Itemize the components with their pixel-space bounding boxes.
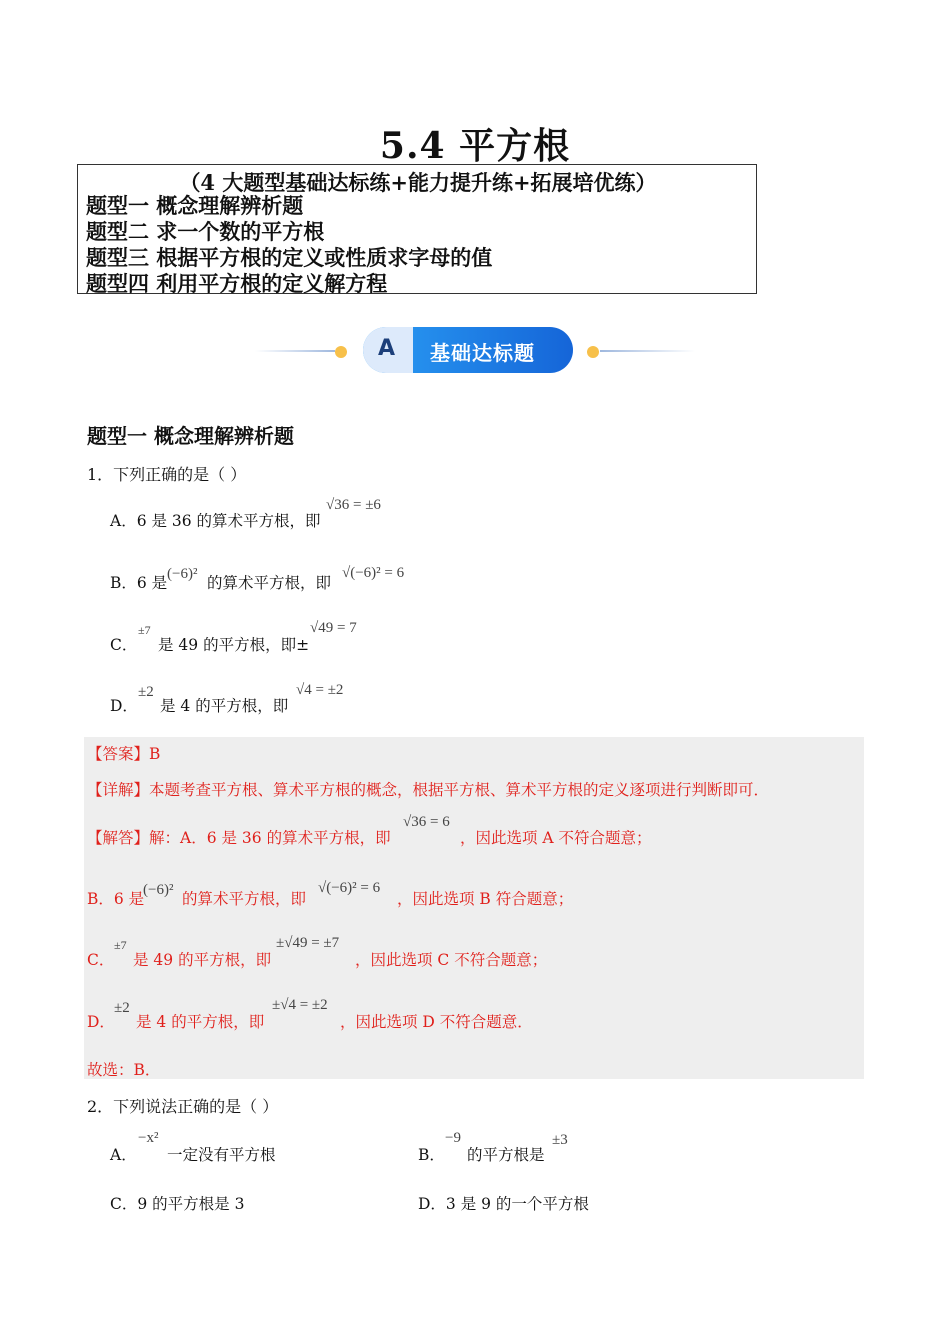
solution-line-a [87, 826, 391, 848]
math-expression: (−6)² [167, 566, 198, 582]
option-c: C．9 的平方根是 3 [110, 1195, 245, 1213]
outline-item: 题型四 利用平方根的定义解方程 [86, 271, 388, 296]
outline-subtitle: （4 大题型基础达标练+能力提升练+拓展培优练） [179, 170, 657, 195]
detail-line [87, 778, 769, 800]
question-stem: 2．下列说法正确的是（ ） [87, 1097, 279, 1116]
answer-line [87, 742, 160, 764]
math-expression: −9 [445, 1130, 461, 1146]
option-text: 的算术平方根，即 [207, 574, 332, 592]
solution-text: B．6 是 [87, 890, 145, 908]
math-expression: ±3 [552, 1132, 568, 1148]
option-a [110, 509, 321, 531]
solution-text: ，因此选项 B 符合题意； [397, 890, 574, 908]
math-expression: (−6)² [143, 882, 174, 898]
option-text: A．6 是 36 的算术平方根，即 [110, 512, 321, 530]
option-label: B． [418, 1146, 445, 1164]
math-expression: ±2 [138, 684, 154, 700]
solution-text: D． [87, 1013, 115, 1031]
final-answer: 故选：B． [87, 1061, 161, 1079]
math-expression: √4 = ±2 [296, 682, 344, 698]
math-expression: ±7 [138, 623, 151, 637]
page-title: 5.4 平方根 [379, 125, 571, 167]
option-text: 一定没有平方根 [167, 1146, 276, 1164]
option-b [110, 571, 167, 593]
banner-letter: A [378, 336, 396, 361]
solution-text: 是 49 的平方根，即 [133, 951, 272, 969]
section-banner [255, 325, 695, 377]
math-expression: ±2 [114, 1000, 130, 1016]
detail-text: 本题考查平方根、算术平方根的概念，根据平方根、算术平方根的定义逐项进行判断即可． [149, 781, 770, 799]
math-expression: √36 = ±6 [326, 497, 381, 513]
outline-item: 题型二 求一个数的平方根 [86, 219, 325, 244]
math-expression: √(−6)² = 6 [342, 565, 405, 581]
answer-value: B [149, 745, 161, 763]
math-expression: ±√4 = ±2 [272, 997, 328, 1013]
solution-tag: 【解答】 [87, 829, 150, 847]
solution-text: ，因此选项 A 不符合题意； [460, 829, 652, 847]
question-stem: 1．下列正确的是（ ） [87, 465, 247, 484]
option-label: D． [110, 697, 138, 715]
outline-item: 题型三 根据平方根的定义或性质求字母的值 [86, 245, 493, 270]
math-expression: √36 = 6 [403, 814, 450, 830]
solution-text: 的算术平方根，即 [182, 890, 307, 908]
outline-box [77, 164, 757, 294]
math-expression: √(−6)² = 6 [318, 880, 381, 896]
math-expression: √49 = 7 [310, 620, 357, 636]
solution-text: ，因此选项 C 不符合题意； [355, 951, 548, 969]
detail-tag: 【详解】 [87, 781, 150, 799]
option-text: 是 4 的平方根，即 [160, 697, 289, 715]
math-expression: ±√49 = ±7 [276, 935, 340, 951]
option-text: B．6 是 [110, 574, 168, 592]
solution-text: ，因此选项 D 不符合题意． [340, 1013, 533, 1031]
math-expression: ±7 [114, 938, 127, 952]
section-heading: 题型一 概念理解辨析题 [87, 424, 294, 448]
outline-item: 题型一 概念理解辨析题 [86, 193, 304, 218]
banner-label: 基础达标题 [430, 341, 535, 365]
solution-text: 解：A．6 是 36 的算术平方根，即 [149, 829, 391, 847]
option-text: 是 49 的平方根，即± [158, 636, 310, 654]
solution-text: 是 4 的平方根，即 [136, 1013, 265, 1031]
option-label: C． [110, 636, 138, 654]
option-text: 的平方根是 [467, 1146, 545, 1164]
solution-text: C． [87, 951, 115, 969]
option-label: A． [110, 1146, 137, 1164]
answer-tag: 【答案】 [87, 745, 150, 763]
math-expression: −x² [138, 1130, 159, 1146]
option-d: D．3 是 9 的一个平方根 [418, 1195, 589, 1213]
